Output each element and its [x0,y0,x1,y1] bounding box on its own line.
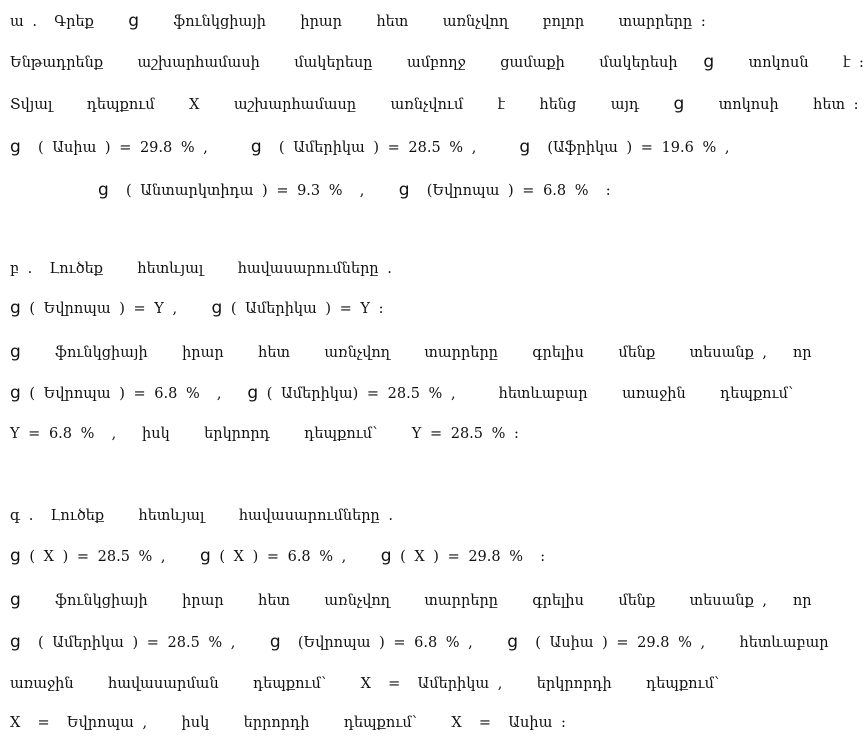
part-c-text-3: առաջին հավասարման դեպքում՝ X = Ամերիկա , երկրորդի դեպքում՝ [10,676,720,692]
function-symbol-g: g [10,590,21,610]
function-symbol-g: g [10,546,21,566]
function-symbol-g: g [507,632,519,652]
assumption-line: Ենթադրենք աշխարհամասի մակերեսը ամբողջ ցամաքի մակերեսի g տոկոսն է : [10,52,864,72]
function-symbol-g: g [128,11,140,31]
function-symbol-g: g [10,342,21,362]
function-symbol-g: g [199,546,211,566]
part-c-equations: g ( X ) = 28.5 % , g ( X ) = 6.8 % , g ( X ) = 29.8 % : [10,546,546,566]
part-b-text-2: g ( Եվրոպա ) = 6.8 % , g ( Ամերիկա) = 28.5 % , հետևաբար առաջին դեպքում՝ [10,383,794,403]
part-c-answer: X = Եվրոպա , իսկ երրորդի դեպքում՝ X = Ասիա : [10,715,566,731]
values-line-2: g ( Անտարկտիդա ) = 9.3 % , g (Եվրոպա ) = 6.8 % : [98,180,611,200]
function-symbol-g: g [703,52,715,72]
part-b-text-1: g ֆունկցիայի իրար հետ առնչվող տարրերը գրելիս մենք տեսանք , որ [10,342,812,362]
function-symbol-g: g [10,137,21,157]
function-symbol-g: g [98,180,109,200]
function-symbol-g: g [10,298,21,318]
function-symbol-g: g [519,137,531,157]
function-symbol-g: g [211,298,223,318]
function-symbol-g: g [10,383,21,403]
part-c-text-1: g ֆունկցիայի իրար հետ առնչվող տարրերը գրելիս մենք տեսանք , որ [10,590,812,610]
function-symbol-g: g [247,383,259,403]
part-b-equations: g ( Եվրոպա ) = Y , g ( Ամերիկա ) = Y : [10,298,384,318]
part-b-heading: բ . Լուծեք հետևյալ հավասարումները . [10,261,392,277]
part-c-heading: գ . Լուծեք հետևյալ հավասարումները . [10,508,393,524]
function-symbol-g: g [398,180,410,200]
part-c-text-2: g ( Ամերիկա ) = 28.5 % , g (Եվրոպա ) = 6.8 % , g ( Ասիա ) = 29.8 % , հետևաբար [10,632,829,652]
function-symbol-g: g [673,94,685,114]
explanation-line: Տվյալ դեպքում X աշխարհամասը առնչվում է հենց այդ g տոկոսի հետ : [10,94,859,114]
function-symbol-g: g [10,632,21,652]
function-symbol-g: g [380,546,392,566]
part-b-answer: Y = 6.8 % , իսկ երկրորդ դեպքում՝ Y = 28.5 % : [10,426,519,442]
values-line-1: g ( Ասիա ) = 29.8 % , g ( Ամերիկա ) = 28.5 % , g (Աֆրիկա ) = 19.6 % , [10,137,730,157]
function-symbol-g: g [269,632,281,652]
function-symbol-g: g [250,137,262,157]
part-a-heading: ա . Գրեք g ֆունկցիայի իրար հետ առնչվող բոլոր տարրերը : [10,11,706,31]
